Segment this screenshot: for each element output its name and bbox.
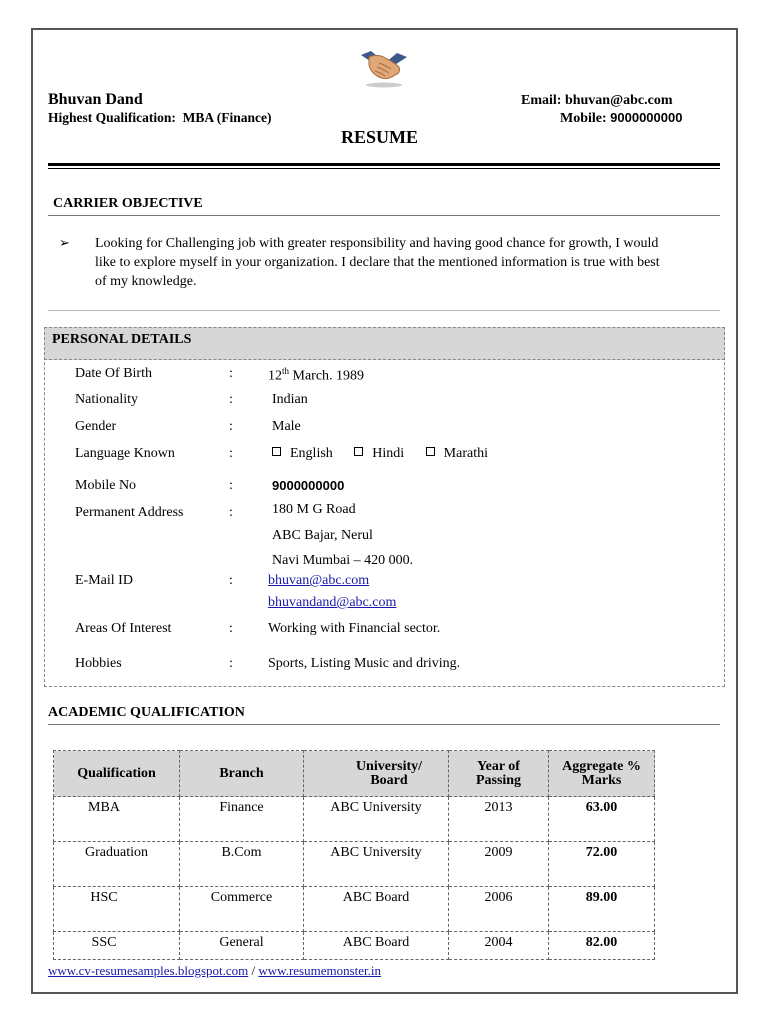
- objective-heading: CARRIER OBJECTIVE: [53, 196, 203, 211]
- interest-value: Working with Financial sector.: [268, 621, 441, 636]
- checkbox-icon: [272, 447, 281, 456]
- language-hindi: [354, 446, 404, 462]
- header-divider-thin: [48, 168, 720, 169]
- footer-link-1[interactable]: www.cv-resumesamples.blogspot.com: [48, 963, 249, 978]
- gender-value: Male: [272, 419, 301, 434]
- dob-suffix: th: [282, 366, 290, 376]
- header-divider-thick: [48, 163, 720, 166]
- table-cell: 82.00: [549, 932, 655, 960]
- table-cell: 63.00: [549, 797, 655, 842]
- column-header: Aggregate % Marks: [549, 751, 655, 797]
- objective-underline: [48, 215, 720, 216]
- email-link-1[interactable]: bhuvan@abc.com: [268, 573, 370, 588]
- colon: :: [229, 505, 233, 520]
- language-name: Hindi: [372, 446, 405, 461]
- table-cell: 2004: [449, 932, 549, 960]
- table-cell: General: [180, 932, 304, 960]
- mobile-value: 9000000000: [272, 478, 345, 493]
- mobile-label: Mobile No: [75, 478, 137, 493]
- address-line-3: Navi Mumbai – 420 000.: [272, 553, 414, 568]
- address-line-1: 180 M G Road: [272, 502, 356, 517]
- table-row: [54, 932, 655, 960]
- qualification-label: Highest Qualification:: [48, 110, 176, 125]
- table-header-row: [54, 751, 655, 797]
- language-name: English: [290, 446, 333, 461]
- address-line-2: ABC Bajar, Nerul: [272, 528, 373, 543]
- dob-value: [268, 366, 364, 385]
- table-cell: Finance: [180, 797, 304, 842]
- email-link-2[interactable]: bhuvandand@abc.com: [268, 595, 397, 610]
- table-row: [54, 887, 655, 932]
- interest-label: Areas Of Interest: [75, 621, 172, 636]
- table-cell: Graduation: [54, 842, 180, 887]
- table-cell: 2013: [449, 797, 549, 842]
- language-list: [272, 446, 506, 462]
- qualification-value: MBA (Finance): [182, 110, 272, 125]
- academic-underline: [48, 724, 720, 725]
- dob-rest: March. 1989: [289, 368, 365, 384]
- nationality-value: Indian: [272, 392, 308, 407]
- table-cell: ABC University: [304, 797, 449, 842]
- table-cell: 72.00: [549, 842, 655, 887]
- table-row: [54, 797, 655, 842]
- objective-text: [95, 234, 722, 291]
- header-mobile: [560, 110, 682, 127]
- objective-divider: [48, 310, 720, 311]
- dob-day: 12: [268, 368, 282, 384]
- table-row: [54, 842, 655, 887]
- academic-heading: ACADEMIC QUALIFICATION: [48, 705, 245, 720]
- nationality-label: Nationality: [75, 392, 138, 407]
- objective-bullet-icon: ➢: [59, 235, 70, 250]
- footer-links: [48, 963, 381, 979]
- table-cell: B.Com: [180, 842, 304, 887]
- objective-line: like to explore myself in your organization. I declare that the mentioned information is true with best: [95, 255, 660, 270]
- table-cell: 2009: [449, 842, 549, 887]
- table-cell: MBA: [54, 797, 180, 842]
- gender-label: Gender: [75, 419, 117, 434]
- dob-label: Date Of Birth: [75, 366, 152, 381]
- checkbox-icon: [354, 447, 363, 456]
- language-english: [272, 446, 333, 462]
- table-cell: 89.00: [549, 887, 655, 932]
- candidate-name: Bhuvan Dand: [48, 91, 143, 108]
- address-label: Permanent Address: [75, 505, 184, 520]
- academic-table: [53, 750, 655, 960]
- table-cell: 2006: [449, 887, 549, 932]
- table-cell: Commerce: [180, 887, 304, 932]
- resume-title: RESUME: [341, 127, 419, 147]
- table-cell: SSC: [54, 932, 180, 960]
- colon: :: [229, 573, 233, 588]
- highest-qualification: [48, 110, 272, 126]
- colon: :: [229, 446, 233, 461]
- personal-details-heading: PERSONAL DETAILS: [52, 332, 192, 347]
- language-label: Language Known: [75, 446, 175, 461]
- checkbox-icon: [426, 447, 435, 456]
- language-marathi: [426, 446, 488, 462]
- footer-separator: /: [248, 963, 259, 978]
- table-cell: HSC: [54, 887, 180, 932]
- hobbies-value: Sports, Listing Music and driving.: [268, 656, 461, 671]
- table-cell: ABC Board: [304, 932, 449, 960]
- header-mobile-value: 9000000000: [610, 110, 683, 125]
- objective-line: of my knowledge.: [95, 274, 197, 289]
- language-name: Marathi: [443, 446, 488, 461]
- footer-link-2[interactable]: www.resumemonster.in: [258, 963, 382, 978]
- column-header: Branch: [180, 751, 304, 797]
- colon: :: [229, 366, 233, 381]
- colon: :: [229, 392, 233, 407]
- header-mobile-label: Mobile:: [560, 111, 611, 126]
- colon: :: [229, 656, 233, 671]
- column-header: Year of Passing: [449, 751, 549, 797]
- colon: :: [229, 621, 233, 636]
- column-header: Qualification: [54, 751, 180, 797]
- hobbies-label: Hobbies: [75, 656, 122, 671]
- column-header: University/ Board: [304, 751, 449, 797]
- table-cell: ABC University: [304, 842, 449, 887]
- header-email: Email: bhuvan@abc.com: [521, 93, 673, 108]
- colon: :: [229, 478, 233, 493]
- email-label: E-Mail ID: [75, 573, 133, 588]
- objective-line: Looking for Challenging job with greater responsibility and having good chance for growth, I would: [95, 236, 659, 251]
- colon: :: [229, 419, 233, 434]
- table-cell: ABC Board: [304, 887, 449, 932]
- handshake-icon: [357, 45, 411, 89]
